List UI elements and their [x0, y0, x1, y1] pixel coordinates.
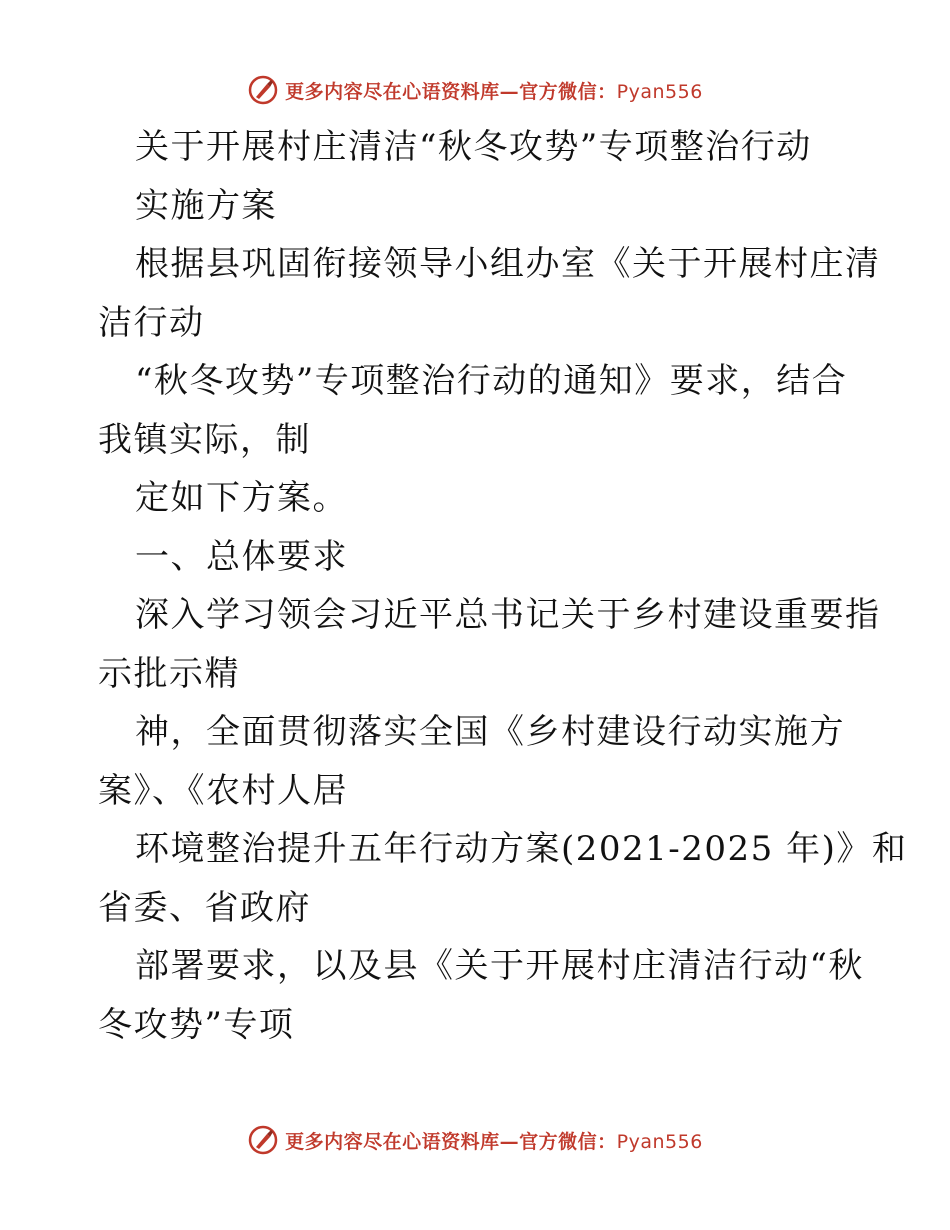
paragraph-line: 示批示精	[98, 653, 240, 694]
paragraph-line: 冬攻势”专项	[98, 1004, 295, 1045]
paragraph-line: 环境整治提升五年行动方案(2021-2025 年)》和	[135, 829, 908, 869]
pen-logo-icon	[247, 1124, 279, 1156]
header-watermark	[0, 70, 950, 110]
document-title: 关于开展村庄清洁“秋冬攻势”专项整治行动	[135, 127, 812, 167]
document-body	[98, 118, 908, 1054]
section-heading: 一、总体要求	[135, 536, 348, 577]
paragraph-line: 部署要求，以及县《关于开展村庄清洁行动“秋	[135, 946, 864, 986]
paragraph-line: 我镇实际，制	[98, 419, 311, 460]
watermark-text: 更多内容尽在心语资料库—官方微信：Pyan556	[285, 80, 703, 103]
footer-watermark	[0, 1120, 950, 1160]
paragraph-line: 根据县巩固衔接领导小组办室《关于开展村庄清	[135, 244, 881, 284]
paragraph-line: 洁行动	[98, 302, 205, 343]
watermark-text: 更多内容尽在心语资料库—官方微信：Pyan556	[285, 1130, 703, 1153]
paragraph-line: 深入学习领会习近平总书记关于乡村建设重要指	[135, 595, 881, 635]
pen-logo-icon	[247, 74, 279, 106]
document-subtitle: 实施方案	[135, 185, 277, 226]
paragraph-line: 神，全面贯彻落实全国《乡村建设行动实施方	[135, 712, 845, 752]
paragraph-line: 定如下方案。	[135, 478, 348, 518]
paragraph-line: “秋冬攻势”专项整治行动的通知》要求，结合	[135, 361, 848, 401]
paragraph-line: 案》、《农村人居	[98, 770, 348, 811]
paragraph-line: 省委、省政府	[98, 887, 311, 928]
